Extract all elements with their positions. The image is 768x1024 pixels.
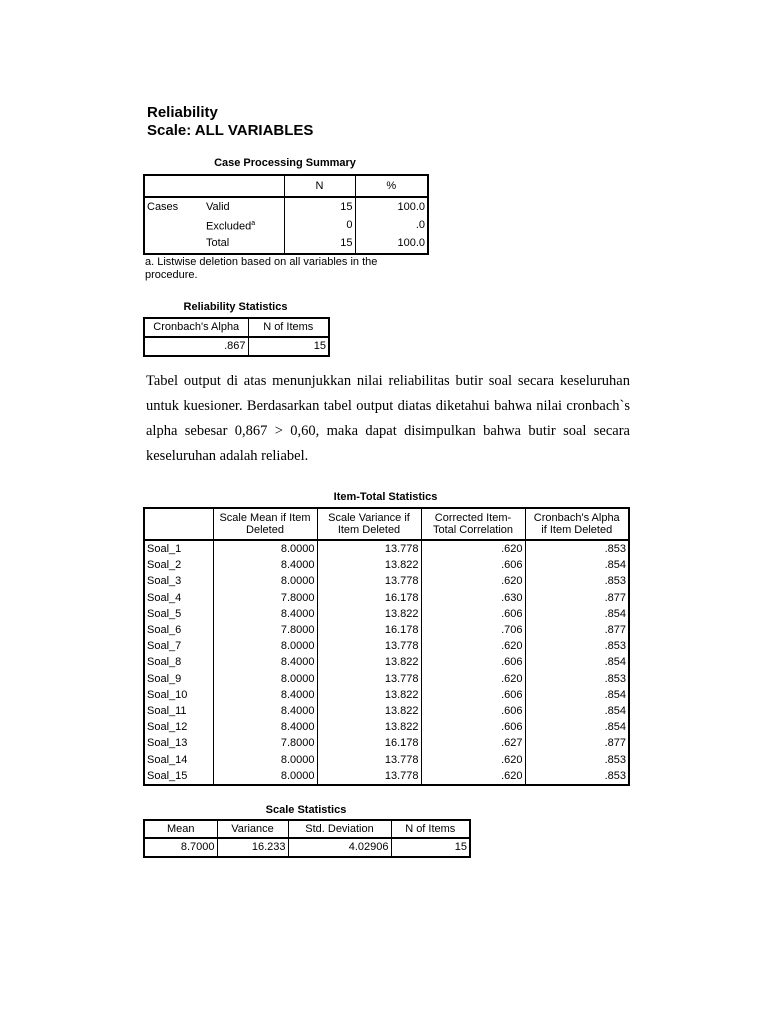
item-label: Soal_7 bbox=[144, 638, 213, 654]
scale-mean-cell: 8.4000 bbox=[213, 654, 317, 670]
scale-mean-cell: 8.0000 bbox=[213, 573, 317, 589]
item-label: Soal_1 bbox=[144, 540, 213, 557]
scale-mean-cell: 7.8000 bbox=[213, 590, 317, 606]
alpha-if-deleted-cell: .854 bbox=[604, 559, 626, 572]
corrected-correlation-cell: .606 bbox=[421, 606, 525, 622]
item-label: Soal_15 bbox=[144, 768, 213, 785]
col-header-scale-variance: Scale Variance if Item Deleted bbox=[317, 508, 421, 540]
col-header-n: N bbox=[284, 175, 355, 197]
item-total-caption: Item-Total Statistics bbox=[333, 491, 438, 503]
row-label-excluded: Excluded$^a$ bbox=[206, 220, 256, 233]
scale-variance-cell: 13.822 bbox=[317, 703, 421, 719]
col-header-variance: Variance bbox=[217, 820, 288, 838]
alpha-if-deleted-cell: .853 bbox=[604, 672, 626, 685]
corrected-correlation-cell: .620 bbox=[421, 540, 525, 557]
alpha-if-deleted-cell: .854 bbox=[604, 688, 626, 701]
table-row bbox=[144, 573, 629, 589]
case-summary-footnote: a. Listwise deletion based on all variables in the procedure. bbox=[145, 256, 378, 281]
cases-label: Cases bbox=[144, 197, 204, 216]
scale-mean-cell: 7.8000 bbox=[213, 735, 317, 751]
corrected-correlation-cell: .620 bbox=[421, 671, 525, 687]
corrected-correlation-cell: .620 bbox=[421, 752, 525, 768]
scale-mean-cell: 8.0000 bbox=[213, 768, 317, 785]
case-summary-caption: Case Processing Summary bbox=[214, 157, 356, 169]
col-header-items: N of Items bbox=[263, 321, 314, 333]
table-row bbox=[144, 590, 629, 606]
cases-spacer bbox=[144, 235, 204, 254]
item-label: Soal_11 bbox=[144, 703, 213, 719]
item-total-corner bbox=[144, 508, 213, 540]
alpha-value: .867 bbox=[144, 337, 248, 356]
table-row bbox=[144, 687, 629, 703]
alpha-if-deleted-cell: .877 bbox=[604, 591, 626, 604]
item-label: Soal_2 bbox=[144, 557, 213, 573]
alpha-if-deleted-cell: .877 bbox=[604, 624, 626, 637]
table-row bbox=[144, 703, 629, 719]
document-title: Reliability bbox=[147, 104, 218, 121]
case-summary-table bbox=[143, 174, 429, 255]
item-label: Soal_10 bbox=[144, 687, 213, 703]
alpha-if-deleted-cell: .853 bbox=[604, 769, 626, 782]
scale-mean-cell: 8.4000 bbox=[213, 719, 317, 735]
col-header-pct: % bbox=[386, 179, 397, 192]
col-header-scale-mean: Scale Mean if Item Deleted bbox=[213, 508, 317, 540]
corrected-correlation-cell: .606 bbox=[421, 703, 525, 719]
scale-variance-cell: 13.822 bbox=[317, 557, 421, 573]
item-label: Soal_3 bbox=[144, 573, 213, 589]
scale-mean-cell: 8.4000 bbox=[213, 687, 317, 703]
total-pct: 100.0 bbox=[355, 235, 428, 254]
item-label: Soal_6 bbox=[144, 622, 213, 638]
scale-variance-cell: 13.778 bbox=[317, 768, 421, 785]
mean-value: 8.7000 bbox=[144, 838, 217, 857]
reliability-caption: Reliability Statistics bbox=[183, 301, 288, 313]
table-row bbox=[144, 768, 629, 785]
table-row bbox=[144, 557, 629, 573]
col-header-alpha: Cronbach's Alpha bbox=[144, 318, 248, 337]
corrected-correlation-cell: .620 bbox=[421, 768, 525, 785]
items-value: 15 bbox=[313, 340, 326, 352]
item-label: Soal_5 bbox=[144, 606, 213, 622]
interpretation-paragraph: Tabel output di atas menunjukkan nilai reliabilitas butir soal secara keseluruhan untuk kuesioner. Berdasarkan tabel output diatas diketahui bahwa nilai cronbach`s alpha sebesar 0,867 > 0,60, maka dapat disimpulkan bahwa butir soal secara keseluruhan adalah reliabel. bbox=[146, 373, 630, 464]
scale-variance-cell: 13.822 bbox=[317, 654, 421, 670]
table-row bbox=[144, 752, 629, 768]
total-n: 15 bbox=[284, 235, 355, 254]
scale-mean-cell: 8.0000 bbox=[213, 638, 317, 654]
valid-pct: 100.0 bbox=[355, 197, 428, 216]
corrected-correlation-cell: .620 bbox=[421, 573, 525, 589]
scale-mean-cell: 8.0000 bbox=[213, 671, 317, 687]
table-row bbox=[144, 735, 629, 751]
row-label-total: Total bbox=[206, 237, 230, 250]
scale-mean-cell: 8.4000 bbox=[213, 606, 317, 622]
excluded-n: 0 bbox=[284, 216, 355, 235]
case-summary-corner bbox=[144, 175, 284, 197]
alpha-if-deleted-cell: .854 bbox=[604, 607, 626, 620]
scale-variance-cell: 16.178 bbox=[317, 622, 421, 638]
scale-title: Scale: ALL VARIABLES bbox=[147, 122, 314, 139]
scale-stats-caption: Scale Statistics bbox=[265, 804, 347, 816]
scale-variance-cell: 13.778 bbox=[317, 752, 421, 768]
corrected-correlation-cell: .606 bbox=[421, 719, 525, 735]
corrected-correlation-cell: .606 bbox=[421, 687, 525, 703]
scale-variance-cell: 13.822 bbox=[317, 687, 421, 703]
excluded-pct: .0 bbox=[355, 216, 428, 235]
reliability-table bbox=[143, 317, 330, 357]
item-total-table bbox=[143, 507, 630, 786]
table-row bbox=[144, 719, 629, 735]
col-header-mean: Mean bbox=[144, 820, 217, 838]
table-row bbox=[144, 638, 629, 654]
scale-variance-cell: 16.178 bbox=[317, 735, 421, 751]
scale-mean-cell: 8.0000 bbox=[213, 752, 317, 768]
alpha-if-deleted-cell: .877 bbox=[604, 737, 626, 750]
col-header-corrected-correlation: Corrected Item- Total Correlation bbox=[421, 508, 525, 540]
item-label: Soal_13 bbox=[144, 735, 213, 751]
alpha-if-deleted-cell: .853 bbox=[604, 575, 626, 588]
n-items-value: 15 bbox=[454, 841, 467, 853]
scale-variance-cell: 16.178 bbox=[317, 590, 421, 606]
scale-mean-cell: 8.0000 bbox=[213, 540, 317, 557]
col-header-n-items: N of Items bbox=[405, 822, 456, 835]
variance-value: 16.233 bbox=[217, 838, 288, 857]
row-label-valid: Valid bbox=[206, 200, 230, 213]
scale-variance-cell: 13.778 bbox=[317, 573, 421, 589]
scale-variance-cell: 13.822 bbox=[317, 606, 421, 622]
scale-mean-cell: 8.4000 bbox=[213, 557, 317, 573]
item-label: Soal_4 bbox=[144, 590, 213, 606]
alpha-if-deleted-cell: .853 bbox=[604, 640, 626, 653]
corrected-correlation-cell: .620 bbox=[421, 638, 525, 654]
alpha-if-deleted-cell: .853 bbox=[604, 753, 626, 766]
table-row bbox=[144, 540, 629, 557]
alpha-if-deleted-cell: .854 bbox=[604, 656, 626, 669]
std-deviation-value: 4.02906 bbox=[288, 838, 391, 857]
table-row bbox=[144, 671, 629, 687]
corrected-correlation-cell: .706 bbox=[421, 622, 525, 638]
item-label: Soal_12 bbox=[144, 719, 213, 735]
corrected-correlation-cell: .630 bbox=[421, 590, 525, 606]
alpha-if-deleted-cell: .854 bbox=[604, 705, 626, 718]
scale-variance-cell: 13.822 bbox=[317, 719, 421, 735]
scale-mean-cell: 8.4000 bbox=[213, 703, 317, 719]
scale-mean-cell: 7.8000 bbox=[213, 622, 317, 638]
valid-n: 15 bbox=[284, 197, 355, 216]
corrected-correlation-cell: .606 bbox=[421, 557, 525, 573]
corrected-correlation-cell: .627 bbox=[421, 735, 525, 751]
alpha-if-deleted-cell: .854 bbox=[604, 721, 626, 734]
cases-spacer bbox=[144, 216, 204, 235]
scale-stats-table bbox=[143, 819, 471, 858]
col-header-std-deviation: Std. Deviation bbox=[288, 820, 391, 838]
item-label: Soal_8 bbox=[144, 654, 213, 670]
alpha-if-deleted-cell: .853 bbox=[604, 543, 626, 555]
table-row bbox=[144, 606, 629, 622]
scale-variance-cell: 13.778 bbox=[317, 671, 421, 687]
corrected-correlation-cell: .606 bbox=[421, 654, 525, 670]
table-row bbox=[144, 654, 629, 670]
col-header-alpha-if-deleted: Cronbach's Alpha if Item Deleted bbox=[533, 512, 620, 536]
table-row bbox=[144, 622, 629, 638]
scale-variance-cell: 13.778 bbox=[317, 638, 421, 654]
item-label: Soal_9 bbox=[144, 671, 213, 687]
scale-variance-cell: 13.778 bbox=[317, 540, 421, 557]
item-label: Soal_14 bbox=[144, 752, 213, 768]
